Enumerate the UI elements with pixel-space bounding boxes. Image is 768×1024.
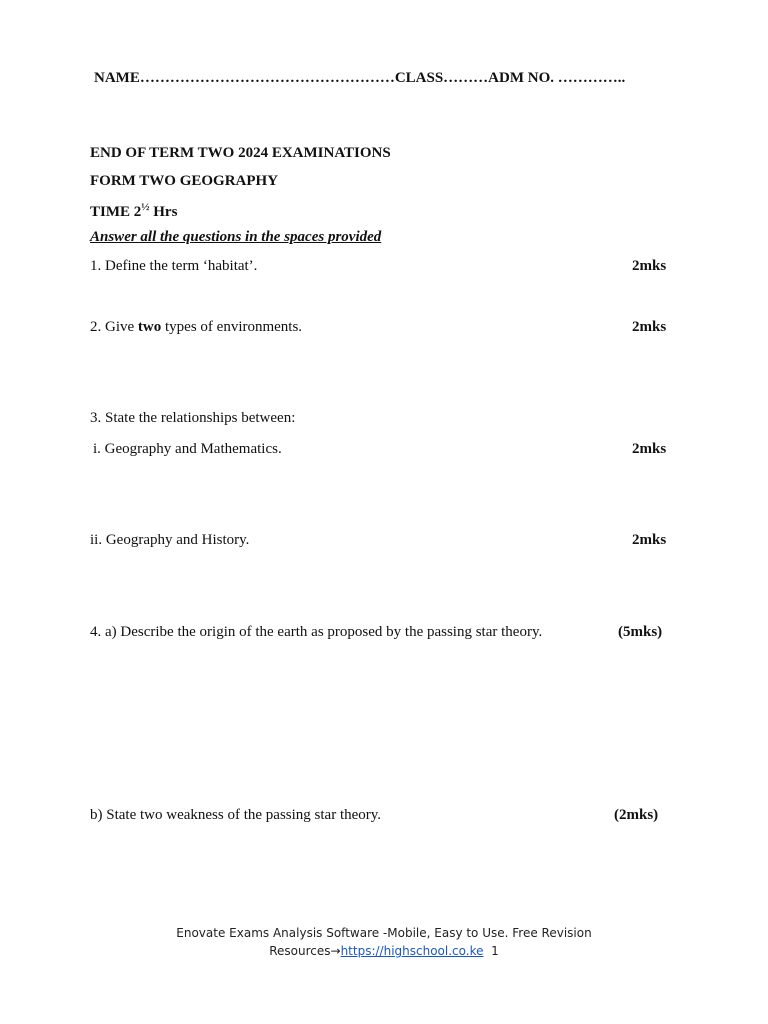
question-4b-marks: (2mks) <box>614 807 659 823</box>
subject-title: FORM TWO GEOGRAPHY <box>90 173 279 189</box>
time-unit: Hrs <box>149 204 178 220</box>
question-2-prefix: 2. Give <box>90 319 138 335</box>
question-1: 1. Define the term ‘habitat’. <box>90 258 258 274</box>
question-2-emphasis: two <box>137 319 162 335</box>
page-number: 1 <box>491 944 499 958</box>
question-2-marks: 2mks <box>632 319 667 335</box>
time-label: TIME 2 <box>90 204 142 220</box>
student-details-line: NAME……………………………………………CLASS………ADM NO. ………….. <box>94 70 626 86</box>
footer-line-2 <box>0 944 768 958</box>
exam-title: END OF TERM TWO 2024 EXAMINATIONS <box>90 145 391 161</box>
time-fraction: ½ <box>141 201 150 213</box>
question-4a: 4. a) Describe the origin of the earth as proposed by the passing star theory. <box>90 624 543 640</box>
instructions: Answer all the questions in the spaces provided <box>90 229 382 245</box>
footer-line-1: Enovate Exams Analysis Software -Mobile, Easy to Use. Free Revision <box>176 926 592 940</box>
question-4b: b) State two weakness of the passing star theory. <box>90 807 382 823</box>
question-2-suffix: types of environments. <box>161 319 303 335</box>
question-3i-marks: 2mks <box>632 441 667 457</box>
question-4a-marks: (5mks) <box>618 624 663 640</box>
question-3i: i. Geography and Mathematics. <box>93 441 282 457</box>
footer-resources-label: Resources <box>269 944 331 958</box>
question-3ii: ii. Geography and History. <box>90 532 250 548</box>
question-1-marks: 2mks <box>632 258 667 274</box>
question-3: 3. State the relationships between: <box>90 410 296 426</box>
arrow-right-icon: → <box>330 944 341 958</box>
time-allowed <box>90 201 177 221</box>
question-2 <box>90 319 302 336</box>
footer-website-link[interactable]: https://highschool.co.ke <box>340 944 484 958</box>
question-3ii-marks: 2mks <box>632 532 667 548</box>
